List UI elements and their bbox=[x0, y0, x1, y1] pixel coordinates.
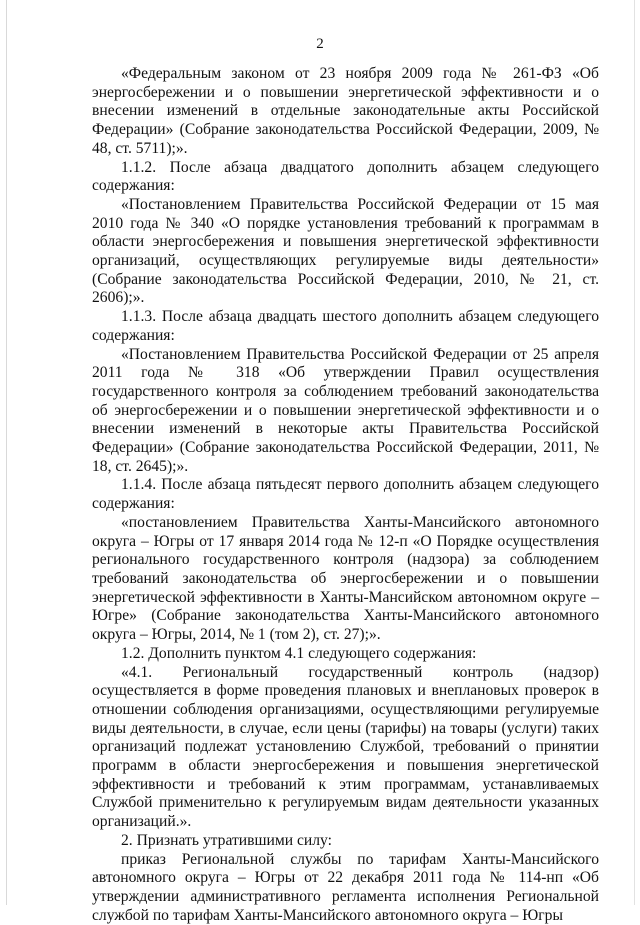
paragraph-resolution-318: «Постановлением Правительства Российской Федерации от 25 апреля 2011 года № 318 «Об утверждении Правил осуществления государственного контроля за соблюдением требований законодательства об энергосбережении и о повышении энергетической эффективности и о внесении изменений в некоторые акты Правительства Российской Федерации» (Собрание законодательства Российской Федерации, 2011, № 18, ст. 2645);». bbox=[92, 345, 599, 475]
document-body bbox=[92, 65, 599, 925]
page-number: 2 bbox=[316, 36, 324, 52]
page-edge-right bbox=[634, 0, 635, 905]
page-edge-left bbox=[6, 0, 7, 905]
paragraph-item-1-1-4: 1.1.4. После абзаца пятьдесят первого дополнить абзацем следующего содержания: bbox=[92, 476, 599, 513]
paragraph-order-114-np: приказ Региональной службы по тарифам Ханты-Мансийского автономного округа – Югры от 22 декабря 2011 года № 114-нп «Об утверждении административного регламента исполнения Региональной службой по тарифам Ханты-Мансийского автономного округа – Югры bbox=[92, 850, 599, 924]
paragraph-clause-4-1: «4.1. Региональный государственный контроль (надзор) осуществляется в форме проведения плановых и внеплановых проверок в отношении соблюдения организациями, осуществляющими регулируемые виды деятельности, в случае, если цены (тарифы) на товары (услуги) таких организаций подлежат установлению Службой, требований о принятии программ в области энергосбережения и повышения энергетической эффективности и требований к этим программам, устанавливаемых Службой применительно к регулируемым видам деятельности указанных организаций.». bbox=[92, 663, 599, 831]
paragraph-item-1-1-3: 1.1.3. После абзаца двадцать шестого дополнить абзацем следующего содержания: bbox=[92, 308, 599, 344]
paragraph-resolution-340: «Постановлением Правительства Российской Федерации от 15 мая 2010 года № 340 «О порядке установления требований к программам в области энергосбережения и повышения энергетической эффективности организаций, осуществляющих регулируемые виды деятельности» (Собрание законодательства Российской Федерации, 2010, № 21, ст. 2606);». bbox=[92, 195, 599, 307]
paragraph-item-1-2: 1.2. Дополнить пунктом 4.1 следующего содержания: bbox=[121, 644, 477, 662]
paragraph-resolution-12-p: «постановлением Правительства Ханты-Мансийского автономного округа – Югры от 17 января 2014 года № 12-п «О Порядке осуществления регионального государственного контроля (надзора) за соблюдением требований законодательства об энергосбережении и о повышении энергетической эффективности в Ханты-Мансийском автономном округе – Югре» (Собрание законодательства Ханты-Мансийского автономного округа – Югры, 2014, № 1 (том 2), ст. 27);». bbox=[92, 513, 599, 644]
paragraph-item-1-1-2: 1.1.2. После абзаца двадцатого дополнить абзацем следующего содержания: bbox=[92, 158, 599, 195]
paragraph-item-2: 2. Признать утратившими силу: bbox=[121, 831, 332, 849]
paragraph-federal-law-261: «Федеральным законом от 23 ноября 2009 года № 261-ФЗ «Об энергосбережении и о повышении энергетической эффективности и о внесении изменений в отдельные законодательные акты Российской Федерации» (Собрание законодательства Российской Федерации, 2009, № 48, ст. 5711);». bbox=[92, 65, 599, 157]
